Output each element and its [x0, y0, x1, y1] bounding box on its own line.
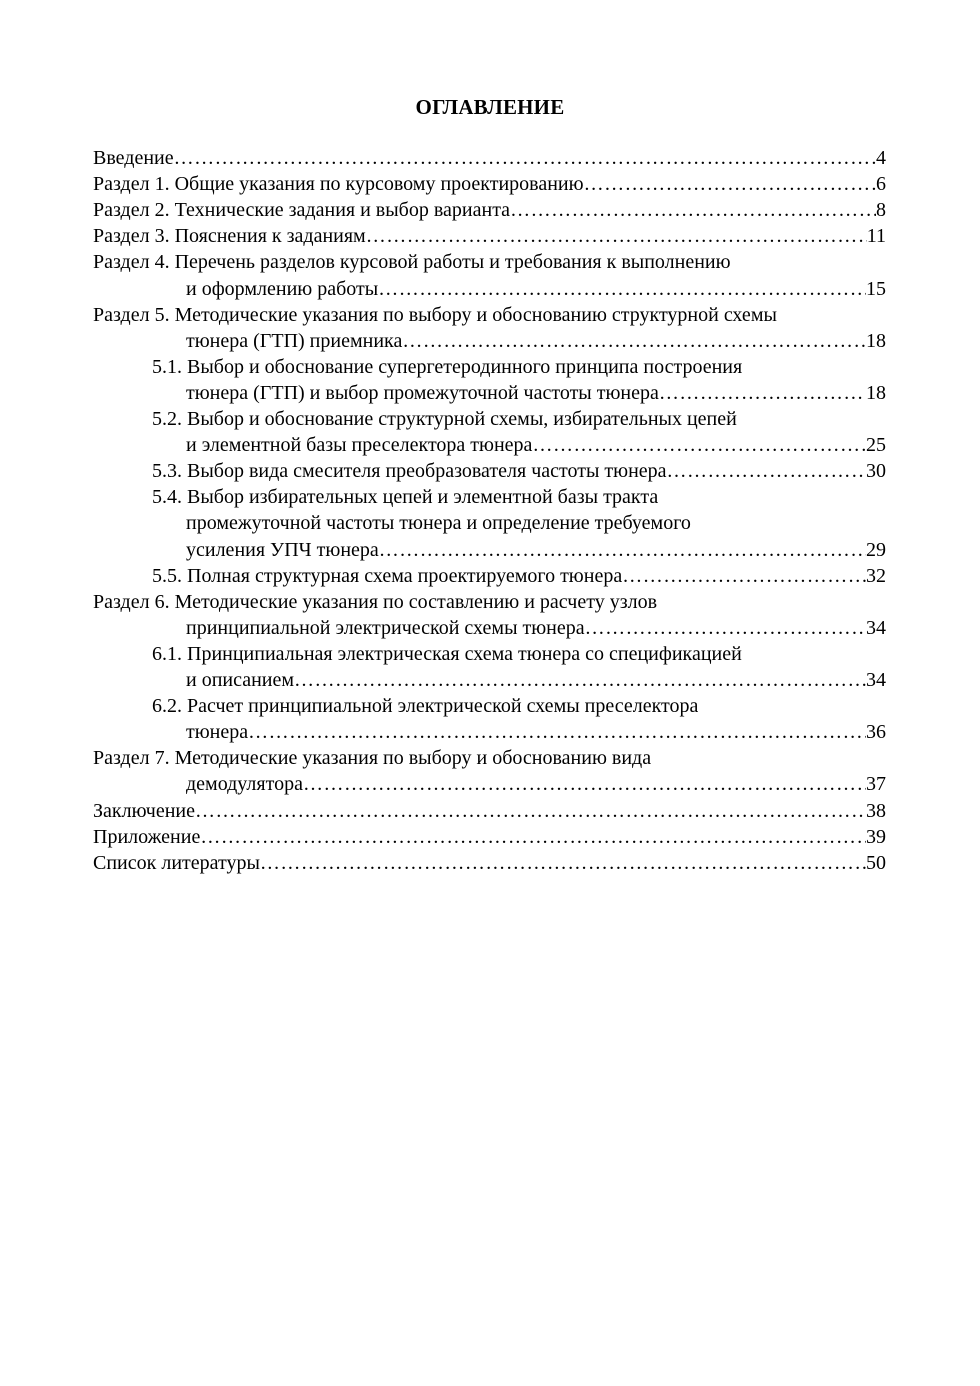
toc-entry-title: 5.2. Выбор и обоснование структурной схемы, избирательных цепей [152, 408, 737, 430]
toc-leader-dots [174, 145, 876, 171]
toc-entry-line [93, 197, 886, 223]
toc-entry-line [186, 667, 886, 693]
toc-leader-dots [402, 328, 866, 354]
toc-leader-dots [248, 719, 866, 745]
toc-entry-title: демодулятора [186, 773, 303, 795]
toc-entry-line [93, 850, 886, 876]
toc-entry-line [186, 615, 886, 641]
toc-entry-line [186, 719, 886, 745]
toc-leader-dots [366, 223, 867, 249]
toc-page-number: 18 [866, 330, 886, 352]
toc-entry-line [93, 798, 886, 824]
toc-entry-title: и описанием [186, 669, 295, 691]
toc-entry-title: Приложение [93, 826, 201, 848]
toc-entry-title: промежуточной частоты тюнера и определение требуемого [186, 512, 691, 534]
toc-entry-title: Введение [93, 147, 174, 169]
toc-leader-dots [260, 850, 866, 876]
toc-entry-line-wrapped [93, 302, 777, 328]
toc-page-number: 34 [866, 669, 886, 691]
toc-entry-line [186, 328, 886, 354]
toc-entry-title: Раздел 2. Технические задания и выбор варианта [93, 199, 511, 221]
toc-entry-title: тюнера (ГТП) и выбор промежуточной частоты тюнера [186, 382, 659, 404]
toc-leader-dots [667, 458, 866, 484]
toc-entry-line [93, 223, 886, 249]
toc-entry-line [152, 458, 886, 484]
toc-page-number: 15 [866, 278, 886, 300]
toc-entry-title: Заключение [93, 800, 195, 822]
toc-page-number: 8 [876, 199, 886, 221]
toc-page-number: 25 [866, 434, 886, 456]
toc-entry-line-wrapped [152, 641, 742, 667]
toc-entry-title: Раздел 6. Методические указания по составлению и расчету узлов [93, 591, 658, 613]
toc-page-number: 50 [866, 852, 886, 874]
toc-page-number: 38 [866, 800, 886, 822]
toc-entry-title: Раздел 1. Общие указания по курсовому проектированию [93, 173, 584, 195]
toc-leader-dots [659, 380, 866, 406]
toc-entry-line [93, 171, 886, 197]
toc-leader-dots [303, 771, 866, 797]
toc-entry-title: Раздел 5. Методические указания по выбору и обоснованию структурной схемы [93, 304, 777, 326]
toc-entry-title: тюнера [186, 721, 249, 743]
toc-page-number: 18 [866, 382, 886, 404]
toc-entry-title: принципиальной электрической схемы тюнера [186, 617, 585, 639]
toc-entry-title: Список литературы [93, 852, 260, 874]
toc-entry-line [186, 276, 886, 302]
toc-leader-dots [584, 171, 876, 197]
toc-page-number: 36 [866, 721, 886, 743]
toc-entry-title: и элементной базы преселектора тюнера [186, 434, 533, 456]
toc-page-number: 11 [866, 225, 886, 247]
toc-entry-line-wrapped [93, 589, 657, 615]
toc-entry-title: 5.4. Выбор избирательных цепей и элементной базы тракта [152, 486, 659, 508]
toc-entry-title: Раздел 7. Методические указания по выбору и обоснованию вида [93, 747, 652, 769]
toc-entry-title: 6.1. Принципиальная электрическая схема тюнера со спецификацией [152, 643, 742, 665]
toc-leader-dots [622, 563, 866, 589]
toc-entry-line [186, 380, 886, 406]
toc-entry-line [152, 563, 886, 589]
toc-entry-line-wrapped [152, 484, 658, 510]
toc-entry-line [186, 432, 886, 458]
toc-leader-dots [200, 824, 866, 850]
toc-entry-line [186, 537, 886, 563]
toc-page-number: 37 [866, 773, 886, 795]
toc-entry-title: усиления УПЧ тюнера [186, 539, 379, 561]
toc-leader-dots [510, 197, 876, 223]
toc-page-number: 39 [866, 826, 886, 848]
toc-page-number: 29 [866, 539, 886, 561]
toc-entry-line [93, 824, 886, 850]
toc-entry-title: и оформлению работы [186, 278, 379, 300]
toc-entry-line-wrapped [186, 510, 691, 536]
toc-entry-line [186, 771, 886, 797]
toc-entry-title: тюнера (ГТП) приемника [186, 330, 403, 352]
toc-entry-title: Раздел 3. Пояснения к заданиям [93, 225, 366, 247]
toc-entry-title: 5.1. Выбор и обоснование супергетеродинного принципа построения [152, 356, 743, 378]
toc-page-number: 34 [866, 617, 886, 639]
toc-page-number: 32 [866, 565, 886, 587]
toc-leader-dots [195, 798, 866, 824]
toc-leader-dots [294, 667, 866, 693]
toc-entry-title: 5.5. Полная структурная схема проектируемого тюнера [152, 565, 623, 587]
toc-page-number: 4 [876, 147, 886, 169]
toc-entry-line-wrapped [152, 406, 737, 432]
toc-entry-line-wrapped [152, 693, 698, 719]
toc-entry-title: Раздел 4. Перечень разделов курсовой работы и требования к выполнению [93, 251, 731, 273]
toc-leader-dots [532, 432, 866, 458]
toc-entry-title: 5.3. Выбор вида смесителя преобразователя частоты тюнера [152, 460, 667, 482]
toc-entry-line [93, 145, 886, 171]
toc-leader-dots [379, 537, 866, 563]
toc-page-number: 6 [876, 173, 886, 195]
page-title: ОГЛАВЛЕНИЕ [415, 95, 565, 119]
toc-leader-dots [585, 615, 866, 641]
toc-entry-line-wrapped [152, 354, 742, 380]
toc-entry-line-wrapped [93, 249, 731, 275]
toc-entry-line-wrapped [93, 745, 651, 771]
toc-page-number: 30 [866, 460, 886, 482]
toc-entry-title: 6.2. Расчет принципиальной электрической схемы преселектора [152, 695, 699, 717]
toc-leader-dots [378, 276, 866, 302]
